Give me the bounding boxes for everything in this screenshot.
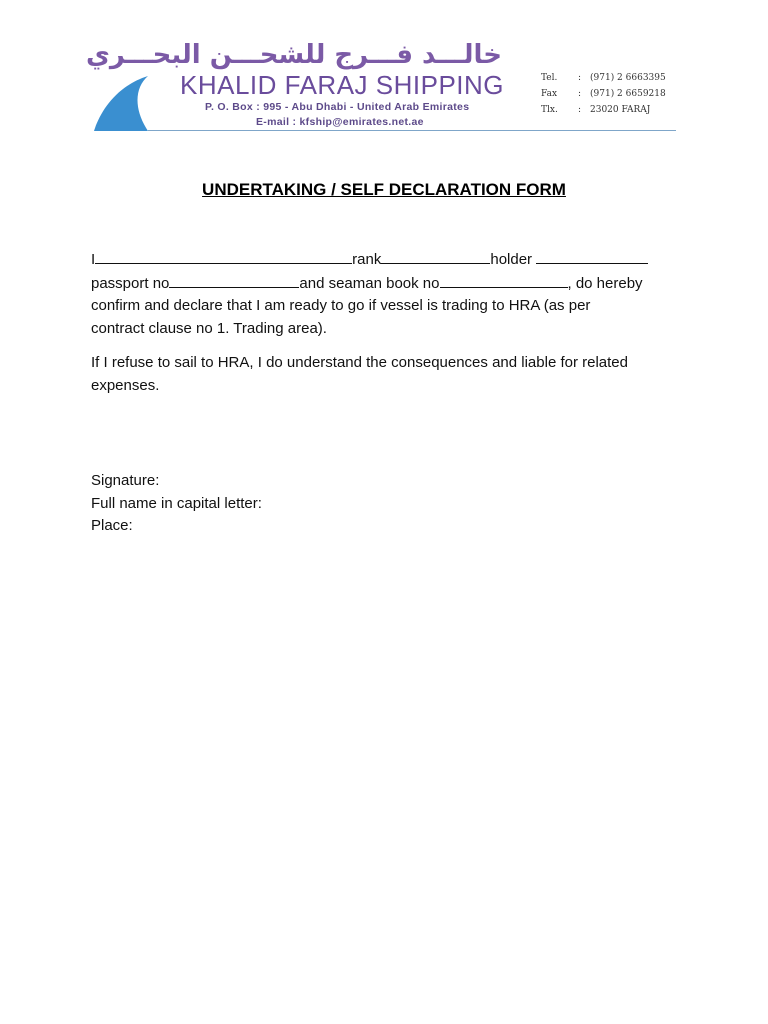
contact-label: Fax bbox=[541, 89, 558, 99]
liability-line-2: expenses. bbox=[91, 376, 160, 394]
company-address: P. O. Box : 995 - Abu Dhabi - United Arab Emirates bbox=[205, 101, 470, 113]
liability-line-1: If I refuse to sail to HRA, I do understand the consequences and liable for related bbox=[91, 354, 628, 371]
seaman-book-label: and seaman book no bbox=[299, 274, 440, 292]
company-email: E-mail : kfship@emirates.net.ae bbox=[256, 116, 424, 128]
holder-blank[interactable] bbox=[536, 248, 648, 264]
contact-block bbox=[541, 70, 666, 118]
declaration-prefix: I bbox=[91, 251, 96, 268]
contact-tel: Tel. : (971) 2 6663395 bbox=[541, 70, 666, 86]
signature-block bbox=[91, 470, 262, 538]
liability-paragraph bbox=[91, 352, 691, 397]
fullname-label: Full name in capital letter: bbox=[91, 494, 262, 512]
declaration-line-3: confirm and declare that I am ready to go if vessel is trading to HRA (as per bbox=[91, 297, 591, 314]
declaration-line-2 bbox=[91, 272, 691, 296]
declaration-line-1 bbox=[91, 248, 691, 272]
shark-fin-icon bbox=[90, 74, 150, 132]
contact-telex: Tlx. : 23020 FARAJ bbox=[541, 102, 666, 118]
seaman-book-blank[interactable] bbox=[440, 272, 568, 288]
declaration-line-4: contract clause no 1. Trading area). bbox=[91, 319, 327, 337]
contact-value: (971) 2 6659218 bbox=[590, 89, 666, 99]
contact-value: 23020 FARAJ bbox=[590, 105, 651, 115]
form-title: UNDERTAKING / SELF DECLARATION FORM bbox=[202, 180, 566, 199]
letterhead bbox=[0, 0, 768, 140]
declaration-suffix: , do hereby bbox=[567, 274, 643, 292]
company-name-arabic: خالـــد فـــرج للشحـــن البحـــري bbox=[85, 40, 502, 70]
rank-label: rank bbox=[352, 251, 382, 268]
company-name: KHALID FARAJ SHIPPING bbox=[180, 70, 505, 100]
name-blank[interactable] bbox=[95, 248, 352, 264]
passport-label: passport no bbox=[91, 274, 170, 292]
contact-value: (971) 2 6663395 bbox=[590, 73, 666, 83]
rank-blank[interactable] bbox=[381, 248, 490, 264]
signature-label: Signature: bbox=[91, 472, 160, 489]
letterhead-rule bbox=[148, 130, 676, 131]
place-label: Place: bbox=[91, 517, 133, 534]
contact-label: Tlx. bbox=[541, 105, 558, 115]
passport-blank[interactable] bbox=[169, 272, 299, 288]
holder-label: holder bbox=[490, 251, 537, 268]
contact-fax: Fax : (971) 2 6659218 bbox=[541, 86, 666, 102]
declaration-body bbox=[91, 248, 691, 397]
contact-label: Tel. bbox=[541, 73, 558, 83]
